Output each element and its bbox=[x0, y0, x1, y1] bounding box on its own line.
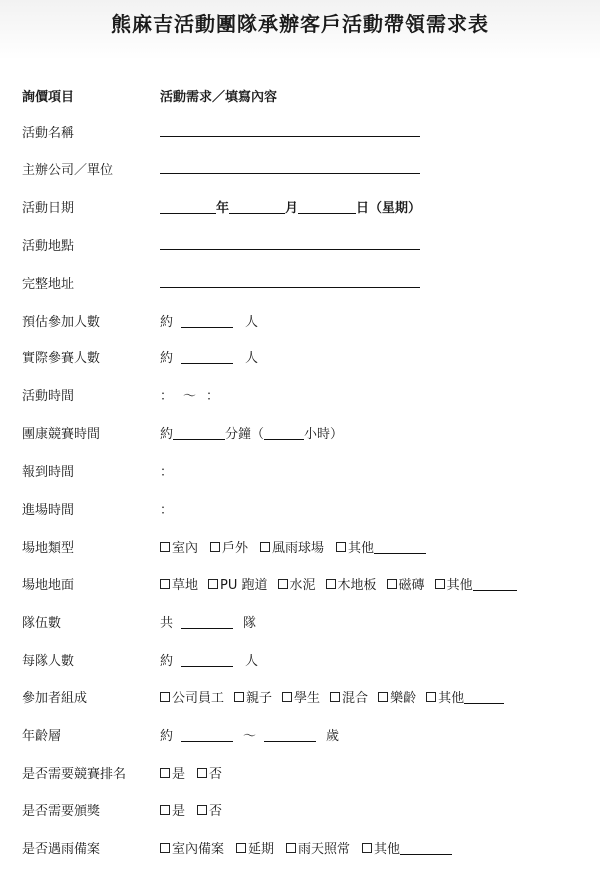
option-label: 延期 bbox=[248, 842, 275, 857]
organizer-label: 主辦公司／單位 bbox=[22, 163, 114, 178]
activity-time-colon-end: ： bbox=[206, 389, 220, 404]
option-label: 其他 bbox=[446, 578, 473, 593]
ground-label: 場地地面 bbox=[22, 578, 75, 593]
option-label: 木地板 bbox=[337, 578, 377, 593]
checkbox-tile[interactable] bbox=[387, 579, 397, 589]
row-venue bbox=[0, 235, 600, 257]
checkin-colon: ： bbox=[160, 465, 174, 480]
option-label: 風雨球場 bbox=[272, 541, 325, 556]
per-team-label: 每隊人數 bbox=[22, 654, 75, 669]
option-label: 混合 bbox=[342, 691, 369, 706]
age-suffix: 歲 bbox=[326, 729, 340, 744]
checkbox-other[interactable] bbox=[426, 692, 436, 702]
checkbox-students[interactable] bbox=[282, 692, 292, 702]
row-age bbox=[0, 725, 600, 747]
option-label: 其他 bbox=[438, 691, 465, 706]
venue-label: 活動地點 bbox=[22, 239, 75, 254]
option-label: 水泥 bbox=[289, 578, 316, 593]
event-name-label: 活動名稱 bbox=[22, 126, 75, 141]
venue-type-label: 場地類型 bbox=[22, 541, 75, 556]
checkbox-other[interactable] bbox=[362, 843, 372, 853]
checkbox-ranking-yes[interactable] bbox=[160, 768, 170, 778]
row-event-date bbox=[0, 197, 600, 219]
other-field[interactable] bbox=[400, 840, 452, 855]
option-label: 否 bbox=[209, 767, 223, 782]
option-label: 親子 bbox=[246, 691, 273, 706]
per-team-field[interactable] bbox=[181, 652, 233, 667]
age-tilde: ～ bbox=[243, 729, 257, 744]
row-organizer bbox=[0, 159, 600, 181]
checkbox-wood-floor[interactable] bbox=[326, 579, 336, 589]
row-ranking bbox=[0, 763, 600, 785]
row-estimated bbox=[0, 311, 600, 333]
hours-field[interactable] bbox=[264, 425, 304, 440]
entry-colon: ： bbox=[160, 503, 174, 518]
checkbox-other[interactable] bbox=[435, 579, 445, 589]
option-label: PU 跑道 bbox=[220, 578, 268, 593]
row-entry bbox=[0, 499, 600, 521]
address-field[interactable] bbox=[160, 273, 420, 288]
activity-time-label: 活動時間 bbox=[22, 389, 75, 404]
row-per-team bbox=[0, 650, 600, 672]
checkbox-indoor-backup[interactable] bbox=[160, 843, 170, 853]
option-label: 是 bbox=[172, 804, 186, 819]
estimated-label: 預估參加人數 bbox=[22, 315, 101, 330]
other-field[interactable] bbox=[473, 576, 517, 591]
estimated-suffix: 人 bbox=[245, 315, 259, 330]
actual-field[interactable] bbox=[181, 349, 233, 364]
age-from-field[interactable] bbox=[181, 727, 233, 742]
year-field[interactable] bbox=[160, 199, 216, 214]
game-time-label: 團康競賽時間 bbox=[22, 427, 101, 442]
checkbox-pu-track[interactable] bbox=[208, 579, 218, 589]
checkbox-indoor[interactable] bbox=[160, 542, 170, 552]
option-label: 戶外 bbox=[222, 541, 249, 556]
actual-prefix: 約 bbox=[160, 351, 174, 366]
month-field[interactable] bbox=[229, 199, 285, 214]
option-label: 其他 bbox=[348, 541, 375, 556]
checkbox-mixed[interactable] bbox=[330, 692, 340, 702]
checkbox-postpone[interactable] bbox=[236, 843, 246, 853]
row-activity-time bbox=[0, 385, 600, 407]
rain-plan-label: 是否遇雨備案 bbox=[22, 842, 101, 857]
checkbox-rain-as-usual[interactable] bbox=[286, 843, 296, 853]
award-label: 是否需要頒獎 bbox=[22, 804, 101, 819]
option-label: 學生 bbox=[294, 691, 321, 706]
checkbox-family[interactable] bbox=[234, 692, 244, 702]
option-label: 樂齡 bbox=[390, 691, 417, 706]
entry-label: 進場時間 bbox=[22, 503, 75, 518]
checkin-label: 報到時間 bbox=[22, 465, 75, 480]
age-label: 年齡層 bbox=[22, 729, 62, 744]
row-participants bbox=[0, 687, 600, 709]
address-label: 完整地址 bbox=[22, 277, 75, 292]
ranking-label: 是否需要競賽排名 bbox=[22, 767, 127, 782]
day-text: 日（星期） bbox=[356, 201, 422, 216]
checkbox-other[interactable] bbox=[336, 542, 346, 552]
option-label: 否 bbox=[209, 804, 223, 819]
month-text: 月 bbox=[285, 201, 299, 216]
checkbox-cement[interactable] bbox=[278, 579, 288, 589]
option-label: 室內備案 bbox=[172, 842, 225, 857]
year-text: 年 bbox=[216, 201, 230, 216]
header-value: 活動需求／填寫內容 bbox=[160, 90, 278, 105]
organizer-field[interactable] bbox=[160, 159, 420, 174]
participants-label: 參加者組成 bbox=[22, 691, 88, 706]
row-rain-plan bbox=[0, 838, 600, 860]
row-venue-type bbox=[0, 537, 600, 559]
event-date-label: 活動日期 bbox=[22, 201, 75, 216]
teams-label: 隊伍數 bbox=[22, 616, 62, 631]
row-actual bbox=[0, 347, 600, 369]
form-title: 熊麻吉活動團隊承辦客戶活動帶領需求表 bbox=[111, 12, 489, 36]
minutes-text: 分鐘（ bbox=[225, 427, 265, 442]
per-team-suffix: 人 bbox=[245, 654, 259, 669]
actual-suffix: 人 bbox=[245, 351, 259, 366]
row-event-name bbox=[0, 122, 600, 144]
age-to-field[interactable] bbox=[264, 727, 316, 742]
teams-suffix: 隊 bbox=[243, 616, 257, 631]
event-name-field[interactable] bbox=[160, 122, 420, 137]
teams-field[interactable] bbox=[181, 614, 233, 629]
checkbox-ranking-no[interactable] bbox=[197, 768, 207, 778]
teams-prefix: 共 bbox=[160, 616, 174, 631]
row-teams bbox=[0, 612, 600, 634]
option-label: 草地 bbox=[172, 578, 199, 593]
checkbox-employees[interactable] bbox=[160, 692, 170, 702]
checkbox-award-yes[interactable] bbox=[160, 805, 170, 815]
activity-time-colon-start: ： bbox=[160, 389, 174, 404]
option-label: 雨天照常 bbox=[298, 842, 351, 857]
game-time-prefix: 約 bbox=[160, 427, 174, 442]
day-field[interactable] bbox=[298, 199, 356, 214]
venue-field[interactable] bbox=[160, 235, 420, 250]
header-label: 詢價項目 bbox=[22, 90, 75, 105]
option-label: 是 bbox=[172, 767, 186, 782]
other-field[interactable] bbox=[374, 539, 426, 554]
estimated-field[interactable] bbox=[181, 313, 233, 328]
checkbox-covered-court[interactable] bbox=[260, 542, 270, 552]
header-row bbox=[0, 86, 600, 108]
age-prefix: 約 bbox=[160, 729, 174, 744]
hours-text: 小時） bbox=[304, 427, 344, 442]
other-field[interactable] bbox=[464, 689, 504, 704]
per-team-prefix: 約 bbox=[160, 654, 174, 669]
option-label: 磁磚 bbox=[398, 578, 425, 593]
option-label: 其他 bbox=[374, 842, 401, 857]
row-address bbox=[0, 273, 600, 295]
row-award bbox=[0, 800, 600, 822]
estimated-prefix: 約 bbox=[160, 315, 174, 330]
checkbox-grass[interactable] bbox=[160, 579, 170, 589]
row-checkin bbox=[0, 461, 600, 483]
checkbox-outdoor[interactable] bbox=[210, 542, 220, 552]
checkbox-award-no[interactable] bbox=[197, 805, 207, 815]
actual-label: 實際參賽人數 bbox=[22, 351, 101, 366]
row-ground bbox=[0, 574, 600, 596]
row-game-time bbox=[0, 423, 600, 445]
option-label: 室內 bbox=[172, 541, 199, 556]
activity-time-tilde: ～ bbox=[183, 389, 197, 404]
checkbox-seniors[interactable] bbox=[378, 692, 388, 702]
option-label: 公司員工 bbox=[172, 691, 225, 706]
minutes-field[interactable] bbox=[173, 425, 225, 440]
